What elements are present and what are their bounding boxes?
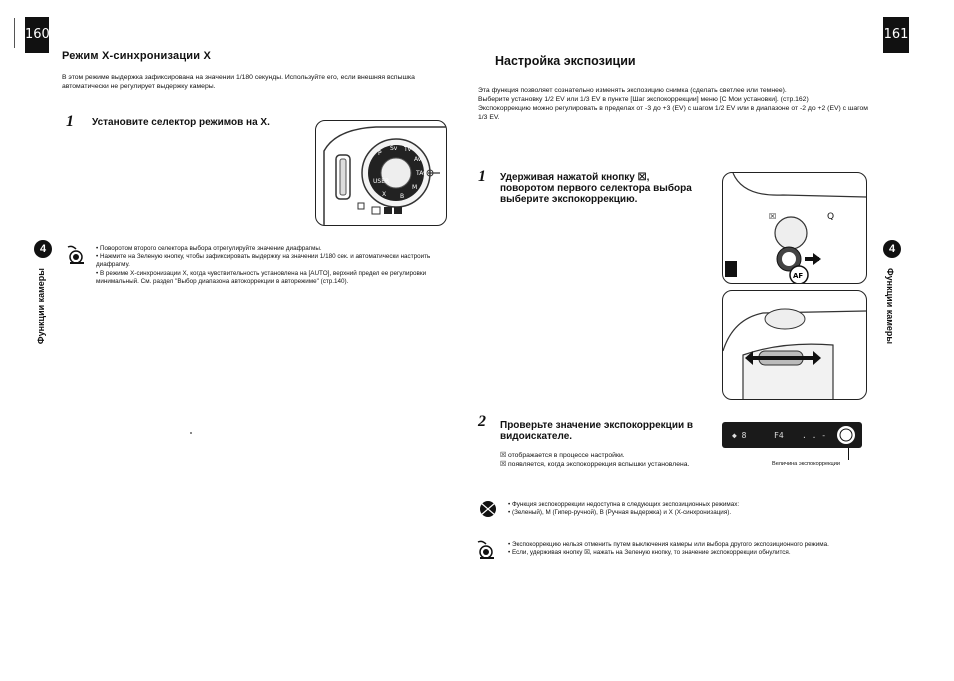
mode-dial-drawing [316,121,446,225]
svg-text:☒: ☒ [769,212,777,221]
left-notes-list [96,245,456,286]
exposure-button-illustration [722,172,867,284]
memo-icon [476,538,498,560]
dial-illustration [722,290,867,400]
caption-pointer-line [848,448,849,460]
caution-icon [478,499,498,519]
right-title: Настройка экспозиции [495,54,636,68]
right-step1-number: 1 [478,168,486,185]
svg-text:◆ 8: ◆ 8 [732,431,747,440]
speck [190,432,192,434]
left-intro: В этом режиме выдержка зафиксирована на значении 1/180 секунды. Используйте его, если внешняя вспышка автоматически не регулирует выдержку камеры. [62,74,415,90]
left-page-number: 160 [25,17,49,53]
mode-dial-illustration [315,120,447,226]
svg-text:F4: F4 [774,431,784,440]
svg-text:P: P [378,150,382,157]
right-intro-line: Эта функция позволяет сознательно изменять экспозицию снимка (сделать светлее или темнее). [478,87,787,94]
right-intro-line: Экспокоррекцию можно регулировать в пределах от -3 до +3 (EV) с шагом 1/2 EV или в диапазоне от -2 до +2 (EV) с шагом 1/3 EV. [478,105,868,121]
left-step1-number: 1 [66,113,74,130]
right-step2-desc [500,451,700,469]
svg-text:AF: AF [793,272,804,280]
svg-text:TAv: TAv [416,170,427,177]
left-side-label: Функции камеры [36,268,46,345]
exposure-button-drawing [723,173,866,283]
page-edge-line [14,18,15,48]
svg-text:. . -: . . - [802,431,827,440]
right-warning [508,501,878,517]
svg-text:X: X [382,191,387,198]
svg-text:Q: Q [827,212,835,222]
svg-text:USER: USER [373,178,390,185]
right-step1-title: Удерживая нажатой кнопку ☒, поворотом первого селектора выбора выберите экспокоррекцию. [500,172,692,205]
right-intro-line: Выберите установку 1/2 EV или 1/3 EV в пункте [Шаг экспокоррекции] меню [C Мои установки]. (стр.162) [478,96,809,103]
right-side-label: Функции камеры [885,268,895,345]
svg-text:Sv: Sv [390,145,398,152]
left-note-item: • В режиме X-синхронизации X, когда чувствительность установлена на [AUTO], верхний предел ее регулировки минимальный. См. раздел "Выбор диапазона автокоррекции в авторежиме" (стр.140). [96,270,456,286]
right-warning-line: • Функция экспокоррекции недоступна в следующих экспозиционных режимах: [508,501,878,509]
right-step2-number: 2 [478,413,486,430]
right-intro [478,86,873,122]
svg-text:Tv: Tv [404,146,412,153]
right-step2-title: Проверьте значение экспокоррекции в видоискателе. [500,420,694,442]
left-section-title: Режим X-синхронизации X [62,50,211,62]
viewfinder-drawing [722,422,862,448]
right-notes-list [508,541,873,557]
right-step2-desc-line: ☒ отображается в процессе настройки. [500,452,625,459]
svg-text:B: B [400,193,405,200]
left-chapter-tab: 4 [34,240,52,258]
right-warning-line: • (Зеленый), M (Гипер-ручной), B (Ручная выдержка) и X (X-синхронизация). [508,509,878,517]
right-chapter-tab: 4 [883,240,901,258]
viewfinder-caption: Величина экспокоррекции [772,461,840,467]
left-note-item: • Поворотом второго селектора выбора отрегулируйте значение диафрагмы. [96,245,456,253]
left-step1-title: Установите селектор режимов на X. [92,117,270,128]
svg-text:M: M [412,184,418,191]
right-note-item: • Если, удерживая кнопку ☒, нажать на Зеленую кнопку, то значение экспокоррекции обнулится. [508,549,873,557]
left-note-item: • Нажмите на Зеленую кнопку, чтобы зафиксировать выдержку на значении 1/180 сек. и автоматически настроить диафрагму. [96,253,456,269]
memo-icon [66,243,88,265]
dial-drawing [723,291,866,399]
right-step2-desc-line: ☒ появляется, когда экспокоррекция вспышки установлена. [500,461,690,468]
right-page-number: 161 [883,17,909,53]
right-note-item: • Экспокоррекцию нельзя отменить путем выключения камеры или выбора другого экспозиционного режима. [508,541,873,549]
svg-text:Av: Av [414,156,422,163]
viewfinder-display [722,422,862,448]
